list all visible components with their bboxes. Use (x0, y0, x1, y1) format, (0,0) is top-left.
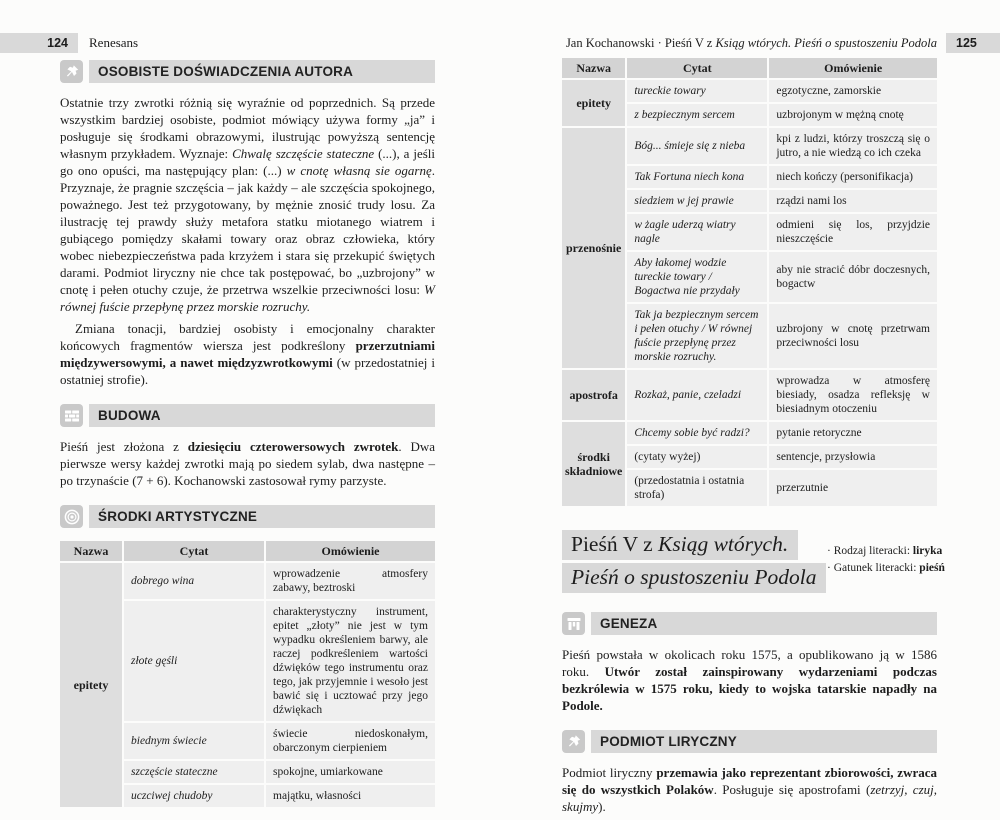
paragraph-budowa (60, 438, 435, 489)
page-left-content (60, 60, 435, 809)
quote-cell (627, 190, 767, 212)
discussion-cell: rządzi nami los (769, 190, 937, 212)
section-header-srodki-artystyczne (60, 505, 435, 528)
section-header-osobiste (60, 60, 435, 83)
column-header: Omówienie (769, 58, 937, 78)
text-run: · (827, 545, 834, 557)
column-header: Nazwa (562, 58, 625, 78)
literary-genre-type (827, 560, 945, 576)
discussion-cell: egzotyczne, zamorskie (769, 80, 937, 102)
paragraph-osobiste-1 (60, 94, 435, 315)
text-run: dziesięciu czterowersowych zwrotek (187, 439, 399, 454)
discussion-cell: odmieni się los, przyjdzie nieszczęście (769, 214, 937, 250)
quote-cell (124, 723, 264, 759)
discussion-cell: majątku, własności (266, 785, 435, 807)
bricks-icon (60, 404, 83, 427)
text-run: dobrego wina (131, 575, 195, 587)
text-run: W równej fuście przepłynę przez morskie rozruchy. (60, 282, 435, 314)
discussion-cell: wprowadza w atmosferę biesiady, osadza refleksję w biesiadnym otoczeniu (769, 370, 937, 420)
text-run: Rozkaż, panie, czeladzi (634, 389, 742, 401)
artistic-devices-table-right (560, 56, 939, 508)
text-run: biednym świecie (131, 735, 207, 747)
running-head-right (500, 33, 1000, 53)
text-run: złote gęśli (131, 655, 178, 667)
text-run: uczciwej chudoby (131, 790, 213, 802)
section-title: ŚRODKI ARTYSTYCZNE (89, 505, 435, 528)
text-run: tureckie towary (634, 85, 706, 97)
text-run: (przedostatnia i ostatnia strofa) (634, 475, 745, 501)
text-run: przerzutniami międzywersowymi, a nawet międzyzwrotkowymi (60, 338, 435, 370)
target-icon (60, 505, 83, 528)
table-header-row (562, 58, 937, 78)
quote-cell (627, 104, 767, 126)
text-run: Ksiąg wtórych. Pieśń o spustoszeniu Podola (715, 35, 937, 50)
discussion-cell: przerzutnie (769, 470, 937, 506)
discussion-cell: spokojne, umiarkowane (266, 761, 435, 783)
text-run: z bezpiecznym sercem (634, 109, 735, 121)
section-title: PODMIOT LIRYCZNY (591, 730, 937, 753)
quote-cell (627, 80, 767, 102)
work-title-block (562, 530, 945, 596)
text-run: Tak ja bezpiecznym sercem i pełen otuchy / W równej fuście przepłynę przez morskie rozruchy. (634, 309, 759, 363)
work-title-line-2 (562, 563, 826, 593)
device-name-cell: epitety (562, 80, 625, 126)
quote-cell (627, 304, 767, 368)
paragraph-osobiste-2 (60, 320, 435, 388)
table-row (562, 80, 937, 102)
text-run: Pieśń V z (571, 532, 659, 556)
paragraph-podmiot-liryczny (562, 764, 937, 815)
table-header-row (60, 541, 435, 561)
table-row (60, 563, 435, 599)
discussion-cell: uzbrojony w cnotę przetrwam przeciwności losu (769, 304, 937, 368)
discussion-cell: aby nie stracić dóbr doczesnych, bogactw (769, 252, 937, 302)
table-row (562, 422, 937, 444)
discussion-cell: pytanie retoryczne (769, 422, 937, 444)
monument-icon (562, 612, 585, 635)
text-run: ). (598, 799, 606, 814)
running-title-left: Renesans (89, 35, 139, 50)
quote-cell (124, 601, 264, 721)
text-run: przemawia jako reprezentant zbiorowości, zwraca się do wszystkich Polaków (562, 765, 937, 797)
text-run: . Przyznaje, że pragnie szczęścia – jak każdy – ale szczęścia spokojnego, poważnego. Jest też przygotowany, by mężnie znosić trudy losu. Za ilustrację tej prawdy służy metafora statku miotanego wiatrem i gubiącego pomiędzy skałami towary oraz obraz człowieka, który wobec niebezpieczeństwa pada krzyżem i stara się przekupić świętych darami. Podmiot liryczny nie chce tak postępować, bo „uzbrojony” w cnotę i pełen otuchy czuje, że przetrwa wszelkie przeciwności losu: (60, 163, 435, 297)
artistic-devices-table-left (58, 539, 437, 809)
text-run: Utwór został zainspirowany wydarzeniami podczas bezkrólewia w 1575 roku, kiedy to wojska tatarskie napadły na Podole. (562, 664, 937, 713)
quote-cell (124, 785, 264, 807)
quote-cell (627, 470, 767, 506)
page-right (500, 0, 1000, 814)
quote-cell (627, 128, 767, 164)
text-run: pieśń (919, 562, 945, 574)
text-run: Aby łakomej wodzie tureckie towary / Bogactwa nie przydały (634, 257, 740, 297)
literary-genre-kind (827, 543, 942, 559)
text-run: w cnotę własną sie ogarnę (286, 163, 432, 178)
quote-cell (627, 166, 767, 188)
discussion-cell: wprowadzenie atmosfery zabawy, beztroski (266, 563, 435, 599)
device-name-cell: przenośnie (562, 128, 625, 368)
text-run: (cytaty wyżej) (634, 451, 701, 463)
discussion-cell: niech kończy (personifikacja) (769, 166, 937, 188)
quote-cell (627, 214, 767, 250)
quote-cell (627, 370, 767, 420)
text-run: Zmiana tonacji, bardziej osobisty i emocjonalny charakter końcowych fragmentów wiersza jest podkreślony (60, 321, 435, 353)
text-run: liryka (912, 545, 943, 557)
text-run: Pieśń powstała w okolicach roku 1575, a opublikowano ją w 1586 roku. (562, 647, 937, 679)
text-run: . Posługuje się apostrofami ( (713, 782, 871, 797)
text-run: siedziem w jej prawie (634, 195, 734, 207)
column-header: Cytat (124, 541, 264, 561)
quote-cell (627, 252, 767, 302)
literary-meta (827, 543, 945, 577)
text-run: w żagle uderzą wiatry nagle (634, 219, 736, 245)
text-run: szczęście stateczne (131, 766, 218, 778)
text-run: Tak Fortuna niech kona (634, 171, 745, 183)
text-run: · (827, 562, 834, 574)
text-run: Podmiot liryczny (562, 765, 657, 780)
section-title: BUDOWA (89, 404, 435, 427)
discussion-cell: świecie niedoskonałym, obarczonym cierpieniem (266, 723, 435, 759)
work-title-line-1 (562, 530, 798, 560)
text-run: Pieśń o spustoszeniu Podola (571, 565, 817, 589)
text-run: . Dwa pierwsze wersy każdej zwrotki mają po siedem sylab, dwa następne – po trzynaście (7 + 6). Kochanowski zastosował rymy parzyste. (60, 439, 435, 488)
discussion-cell: kpi z ludzi, którzy troszczą się o jutro, a nie wiedzą co ich czeka (769, 128, 937, 164)
column-header: Omówienie (266, 541, 435, 561)
device-name-cell: apostrofa (562, 370, 625, 420)
quote-cell (124, 761, 264, 783)
column-header: Nazwa (60, 541, 122, 561)
table-row (562, 128, 937, 164)
text-run: Pieśń jest złożona z (60, 439, 188, 454)
section-title: GENEZA (591, 612, 937, 635)
quote-cell (124, 563, 264, 599)
text-run: Jan Kochanowski · Pieśń V z (565, 35, 716, 50)
text-run: Ostatnie trzy zwrotki różnią się wyraźnie od poprzednich. Są przede wszystkim bardziej osobiste, podmiot mówiący używa formy „ja” i posługuje się środkami obrazowymi, ilustrując powyższą sentencję własnym przykładem. Wyznaje: (60, 95, 435, 161)
section-header-budowa (60, 404, 435, 427)
page-left (0, 0, 500, 802)
discussion-cell: charakterystyczny instrument, epitet „złoty” nie jest w tym wypadku określeniem barwy, ale raczej podkreśleniem wartości dźwięków tego instrumentu oraz tego, jak przyjemnie i wesoło jest bawić się i ucztować przy jego dźwiękach (266, 601, 435, 721)
quote-cell (627, 422, 767, 444)
text-run: Gatunek literacki: (833, 562, 920, 574)
text-run: Chcemy sobie być radzi? (634, 427, 750, 439)
device-name-cell: epitety (60, 563, 122, 807)
text-run: Chwalę szczęście stateczne (232, 146, 375, 161)
section-title: OSOBISTE DOŚWIADCZENIA AUTORA (89, 60, 435, 83)
running-title-right (566, 36, 937, 51)
quote-cell (627, 446, 767, 468)
text-run: Bóg... śmieje się z nieba (634, 140, 746, 152)
discussion-cell: uzbrojonym w mężną cnotę (769, 104, 937, 126)
page-number-left: 124 (0, 33, 78, 53)
device-name-cell: środki składniowe (562, 422, 625, 506)
page-right-content (562, 56, 945, 820)
text-run: Ksiąg wtórych. (658, 532, 789, 556)
table-row (562, 370, 937, 420)
text-run: (...), a jeśli go ono opuści, ma następujący plan: (...) (60, 146, 435, 178)
paragraph-geneza (562, 646, 937, 714)
text-run: (w przedostatniej i ostatniej strofie). (60, 355, 435, 387)
column-header: Cytat (627, 58, 767, 78)
pushpin-icon (60, 60, 83, 83)
text-run: zetrzyj, czuj, skujmy (562, 782, 937, 814)
section-header-podmiot-liryczny (562, 730, 937, 753)
section-header-geneza (562, 612, 937, 635)
page-number-right: 125 (946, 33, 1000, 53)
pushpin-icon (562, 730, 585, 753)
text-run: Rodzaj literacki: (833, 545, 913, 557)
discussion-cell: sentencje, przysłowia (769, 446, 937, 468)
running-head-left (0, 33, 500, 53)
